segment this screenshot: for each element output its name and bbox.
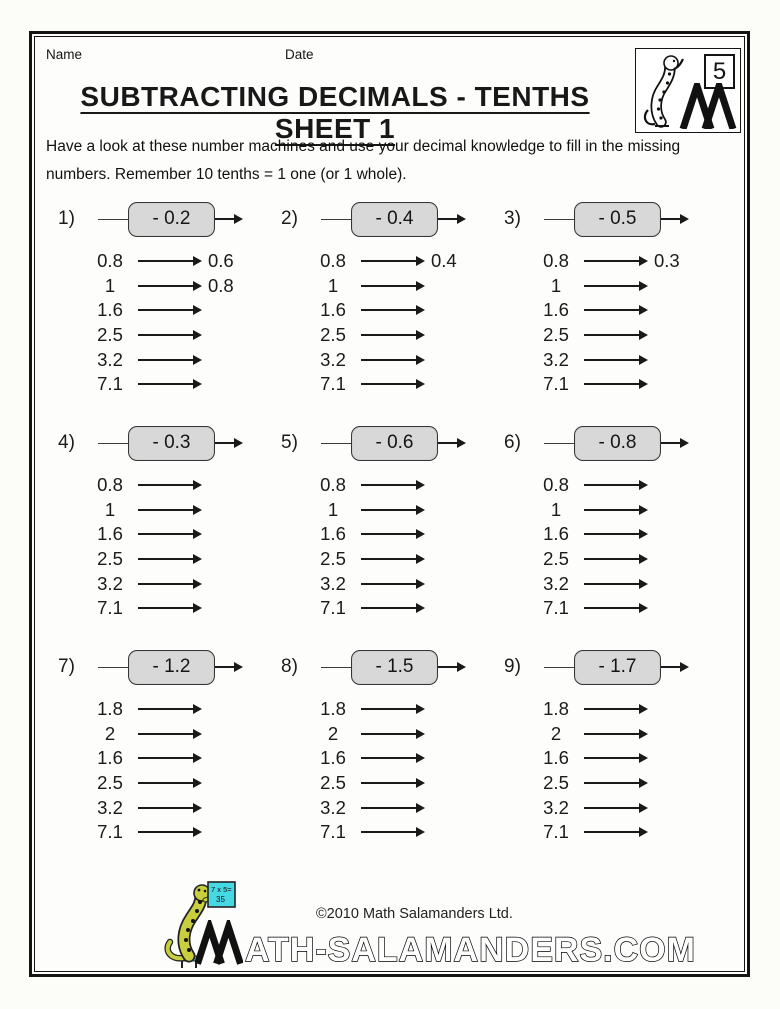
io-row	[486, 571, 709, 596]
io-row	[40, 323, 263, 348]
io-row	[486, 347, 709, 372]
io-row	[263, 746, 486, 771]
io-row	[40, 372, 263, 397]
arrow-icon	[138, 607, 200, 609]
io-row	[486, 722, 709, 747]
problem-card	[486, 419, 709, 643]
problem-card	[263, 195, 486, 419]
number-machine-box	[351, 202, 438, 237]
problem-card	[486, 195, 709, 419]
problem-card	[263, 419, 486, 643]
problem-card	[486, 643, 709, 867]
io-row	[40, 771, 263, 796]
problem-label: 4)	[58, 432, 75, 453]
number-machine-box	[351, 426, 438, 461]
io-row	[40, 473, 263, 498]
io-row	[40, 347, 263, 372]
io-row	[486, 697, 709, 722]
input-value: 2.5	[543, 324, 569, 346]
io-row	[40, 722, 263, 747]
io-row	[486, 249, 709, 274]
problems-grid	[40, 195, 709, 867]
io-row	[486, 771, 709, 796]
number-machine-box	[351, 650, 438, 685]
io-rows	[263, 473, 486, 621]
io-rows	[263, 249, 486, 397]
problem-card	[40, 419, 263, 643]
footer	[32, 880, 747, 975]
input-value: 1.6	[543, 299, 569, 321]
arrow-icon	[584, 607, 646, 609]
input-value: 2.5	[320, 548, 346, 570]
output-value: 0.6	[208, 250, 234, 272]
io-row	[40, 571, 263, 596]
input-value: 0.8	[320, 250, 346, 272]
arrow-icon	[138, 359, 200, 361]
io-rows	[40, 249, 263, 397]
page-title: SUBTRACTING DECIMALS - TENTHS SHEET 1	[80, 81, 590, 144]
number-machine-box	[574, 650, 661, 685]
arrow-icon	[361, 583, 423, 585]
input-value: 1	[327, 274, 339, 296]
arrow-icon	[138, 285, 200, 287]
input-value: 1.6	[320, 747, 346, 769]
problem-label: 3)	[504, 208, 521, 229]
input-value: 0.8	[543, 250, 569, 272]
problem-label: 5)	[281, 432, 298, 453]
arrow-icon	[138, 807, 200, 809]
machine-operation: - 0.5	[598, 208, 637, 229]
machine-input-line-icon	[544, 443, 574, 444]
io-rows	[486, 249, 709, 397]
problem-label: 6)	[504, 432, 521, 453]
board-equation: 7 x 5=	[211, 885, 232, 894]
arrow-icon	[584, 260, 646, 262]
io-row	[263, 697, 486, 722]
machine-row	[486, 421, 709, 465]
io-rows	[486, 473, 709, 621]
arrow-icon	[361, 383, 423, 385]
input-value: 7.1	[97, 597, 123, 619]
io-row	[40, 274, 263, 299]
arrow-icon	[361, 708, 423, 710]
input-value: 7.1	[97, 821, 123, 843]
arrow-icon	[361, 285, 423, 287]
io-row	[263, 722, 486, 747]
arrow-icon	[584, 708, 646, 710]
input-value: 2.5	[320, 324, 346, 346]
site-logo-m-icon	[195, 920, 243, 968]
machine-input-line-icon	[321, 667, 351, 668]
input-value: 7.1	[320, 821, 346, 843]
problem-label: 9)	[504, 656, 521, 677]
io-row	[486, 372, 709, 397]
arrow-icon	[584, 334, 646, 336]
arrow-icon	[138, 757, 200, 759]
arrow-icon	[138, 558, 200, 560]
input-value: 2.5	[97, 772, 123, 794]
problem-label: 2)	[281, 208, 298, 229]
arrow-icon	[584, 558, 646, 560]
arrow-icon	[138, 583, 200, 585]
input-value: 3.2	[320, 348, 346, 370]
output-value: 0.4	[431, 250, 457, 272]
input-value: 2.5	[97, 324, 123, 346]
io-row	[263, 795, 486, 820]
arrow-icon	[584, 583, 646, 585]
arrow-icon	[584, 807, 646, 809]
io-row	[40, 596, 263, 621]
arrow-icon	[138, 708, 200, 710]
arrow-icon	[138, 509, 200, 511]
input-value: 2	[327, 722, 339, 744]
input-value: 0.8	[97, 250, 123, 272]
problem-card	[263, 643, 486, 867]
input-value: 7.1	[320, 373, 346, 395]
io-row	[486, 746, 709, 771]
problem-card	[40, 643, 263, 867]
io-row	[40, 746, 263, 771]
machine-row	[486, 645, 709, 689]
instructions-line-2: numbers. Remember 10 tenths = 1 one (or 1 whole).	[46, 166, 407, 183]
arrow-icon	[584, 285, 646, 287]
site-name-text: ATH-SALAMANDERS.COM	[245, 931, 696, 969]
io-row	[263, 372, 486, 397]
arrow-icon	[361, 558, 423, 560]
io-row	[40, 298, 263, 323]
machine-output-arrow-icon	[438, 218, 464, 220]
input-value: 1	[550, 498, 562, 520]
arrow-icon	[138, 733, 200, 735]
machine-row	[263, 645, 486, 689]
input-value: 3.2	[97, 572, 123, 594]
machine-operation: - 0.4	[375, 208, 414, 229]
input-value: 2.5	[320, 772, 346, 794]
io-row	[263, 249, 486, 274]
input-value: 1.6	[320, 523, 346, 545]
input-value: 2.5	[543, 772, 569, 794]
arrow-icon	[138, 383, 200, 385]
arrow-icon	[361, 757, 423, 759]
machine-row	[486, 197, 709, 241]
machine-output-arrow-icon	[661, 666, 687, 668]
input-value: 3.2	[97, 796, 123, 818]
input-value: 3.2	[320, 572, 346, 594]
machine-row	[263, 421, 486, 465]
input-value: 2.5	[97, 548, 123, 570]
io-rows	[40, 697, 263, 845]
arrow-icon	[361, 782, 423, 784]
arrow-icon	[361, 334, 423, 336]
input-value: 0.8	[97, 474, 123, 496]
machine-output-arrow-icon	[215, 442, 241, 444]
arrow-icon	[361, 309, 423, 311]
machine-operation: - 0.2	[152, 208, 191, 229]
machine-input-line-icon	[321, 219, 351, 220]
arrow-icon	[584, 509, 646, 511]
machine-operation: - 0.6	[375, 432, 414, 453]
logo-badge	[635, 48, 741, 133]
machine-operation: - 1.5	[375, 656, 414, 677]
io-row	[263, 473, 486, 498]
machine-output-arrow-icon	[215, 666, 241, 668]
arrow-icon	[584, 309, 646, 311]
io-row	[263, 498, 486, 523]
arrow-icon	[584, 733, 646, 735]
io-row	[40, 820, 263, 845]
io-row	[486, 596, 709, 621]
input-value: 1	[104, 498, 116, 520]
arrow-icon	[361, 260, 423, 262]
machine-output-arrow-icon	[438, 442, 464, 444]
arrow-icon	[584, 831, 646, 833]
input-value: 1.8	[320, 698, 346, 720]
io-row	[263, 547, 486, 572]
arrow-icon	[361, 831, 423, 833]
arrow-icon	[584, 533, 646, 535]
input-value: 1	[550, 274, 562, 296]
io-row	[40, 249, 263, 274]
copyright-text: ©2010 Math Salamanders Ltd.	[316, 906, 513, 922]
io-rows	[486, 697, 709, 845]
input-value: 3.2	[320, 796, 346, 818]
machine-output-arrow-icon	[661, 218, 687, 220]
input-value: 1.6	[543, 747, 569, 769]
machine-input-line-icon	[544, 667, 574, 668]
badge-number: 5	[712, 57, 727, 85]
arrow-icon	[361, 533, 423, 535]
input-value: 0.8	[320, 474, 346, 496]
input-value: 1.6	[320, 299, 346, 321]
arrow-icon	[138, 334, 200, 336]
problem-label: 1)	[58, 208, 75, 229]
input-value: 7.1	[320, 597, 346, 619]
machine-input-line-icon	[98, 219, 128, 220]
input-value: 3.2	[543, 572, 569, 594]
io-row	[486, 274, 709, 299]
io-row	[40, 522, 263, 547]
io-row	[263, 820, 486, 845]
io-row	[486, 547, 709, 572]
machine-input-line-icon	[98, 667, 128, 668]
input-value: 1.8	[97, 698, 123, 720]
machine-row	[40, 197, 263, 241]
input-value: 1.6	[97, 299, 123, 321]
io-row	[486, 498, 709, 523]
io-row	[263, 274, 486, 299]
io-row	[263, 522, 486, 547]
input-value: 3.2	[543, 796, 569, 818]
input-value: 0.8	[543, 474, 569, 496]
instructions-line-1: Have a look at these number machines and use your decimal knowledge to fill in the missing	[46, 138, 681, 155]
input-value: 2.5	[543, 548, 569, 570]
arrow-icon	[138, 309, 200, 311]
output-value: 0.8	[208, 274, 234, 296]
output-value: 0.3	[654, 250, 680, 272]
io-rows	[40, 473, 263, 621]
arrow-icon	[584, 383, 646, 385]
io-rows	[263, 697, 486, 845]
number-machine-box	[128, 202, 215, 237]
arrow-icon	[361, 484, 423, 486]
machine-row	[40, 421, 263, 465]
arrow-icon	[138, 782, 200, 784]
io-row	[486, 298, 709, 323]
io-row	[486, 323, 709, 348]
input-value: 1.8	[543, 698, 569, 720]
arrow-icon	[584, 359, 646, 361]
site-name	[195, 920, 696, 968]
arrow-icon	[361, 359, 423, 361]
input-value: 7.1	[543, 597, 569, 619]
date-label: Date	[285, 47, 314, 62]
input-value: 7.1	[97, 373, 123, 395]
arrow-icon	[584, 782, 646, 784]
io-row	[263, 347, 486, 372]
number-machine-box	[128, 426, 215, 461]
input-value: 1	[104, 274, 116, 296]
machine-output-arrow-icon	[438, 666, 464, 668]
number-machine-box	[574, 426, 661, 461]
machine-row	[40, 645, 263, 689]
badge-logo-m-icon	[679, 83, 737, 129]
board-answer: 35	[216, 895, 225, 904]
machine-input-line-icon	[321, 443, 351, 444]
io-row	[40, 697, 263, 722]
io-row	[486, 522, 709, 547]
io-row	[486, 473, 709, 498]
io-row	[40, 795, 263, 820]
io-row	[486, 820, 709, 845]
input-value: 1.6	[97, 523, 123, 545]
number-machine-box	[128, 650, 215, 685]
worksheet-page	[29, 31, 750, 977]
input-value: 2	[550, 722, 562, 744]
input-value: 7.1	[543, 821, 569, 843]
machine-operation: - 0.8	[598, 432, 637, 453]
arrow-icon	[138, 484, 200, 486]
input-value: 3.2	[97, 348, 123, 370]
io-row	[263, 596, 486, 621]
machine-row	[263, 197, 486, 241]
machine-operation: - 1.2	[152, 656, 191, 677]
name-label: Name	[46, 47, 83, 62]
number-machine-box	[574, 202, 661, 237]
io-row	[40, 498, 263, 523]
problem-label: 8)	[281, 656, 298, 677]
machine-output-arrow-icon	[215, 218, 241, 220]
input-value: 2	[104, 722, 116, 744]
input-value: 1	[327, 498, 339, 520]
arrow-icon	[138, 533, 200, 535]
arrow-icon	[584, 484, 646, 486]
machine-output-arrow-icon	[661, 442, 687, 444]
input-value: 3.2	[543, 348, 569, 370]
arrow-icon	[138, 831, 200, 833]
arrow-icon	[361, 807, 423, 809]
problem-label: 7)	[58, 656, 75, 677]
arrow-icon	[584, 757, 646, 759]
io-row	[263, 298, 486, 323]
problem-card	[40, 195, 263, 419]
arrow-icon	[361, 733, 423, 735]
machine-input-line-icon	[98, 443, 128, 444]
io-row	[486, 795, 709, 820]
arrow-icon	[138, 260, 200, 262]
machine-operation: - 1.7	[598, 656, 637, 677]
machine-operation: - 0.3	[152, 432, 191, 453]
input-value: 1.6	[543, 523, 569, 545]
io-row	[263, 571, 486, 596]
io-row	[40, 547, 263, 572]
arrow-icon	[361, 509, 423, 511]
io-row	[263, 771, 486, 796]
machine-input-line-icon	[544, 219, 574, 220]
input-value: 1.6	[97, 747, 123, 769]
io-row	[263, 323, 486, 348]
arrow-icon	[361, 607, 423, 609]
input-value: 7.1	[543, 373, 569, 395]
